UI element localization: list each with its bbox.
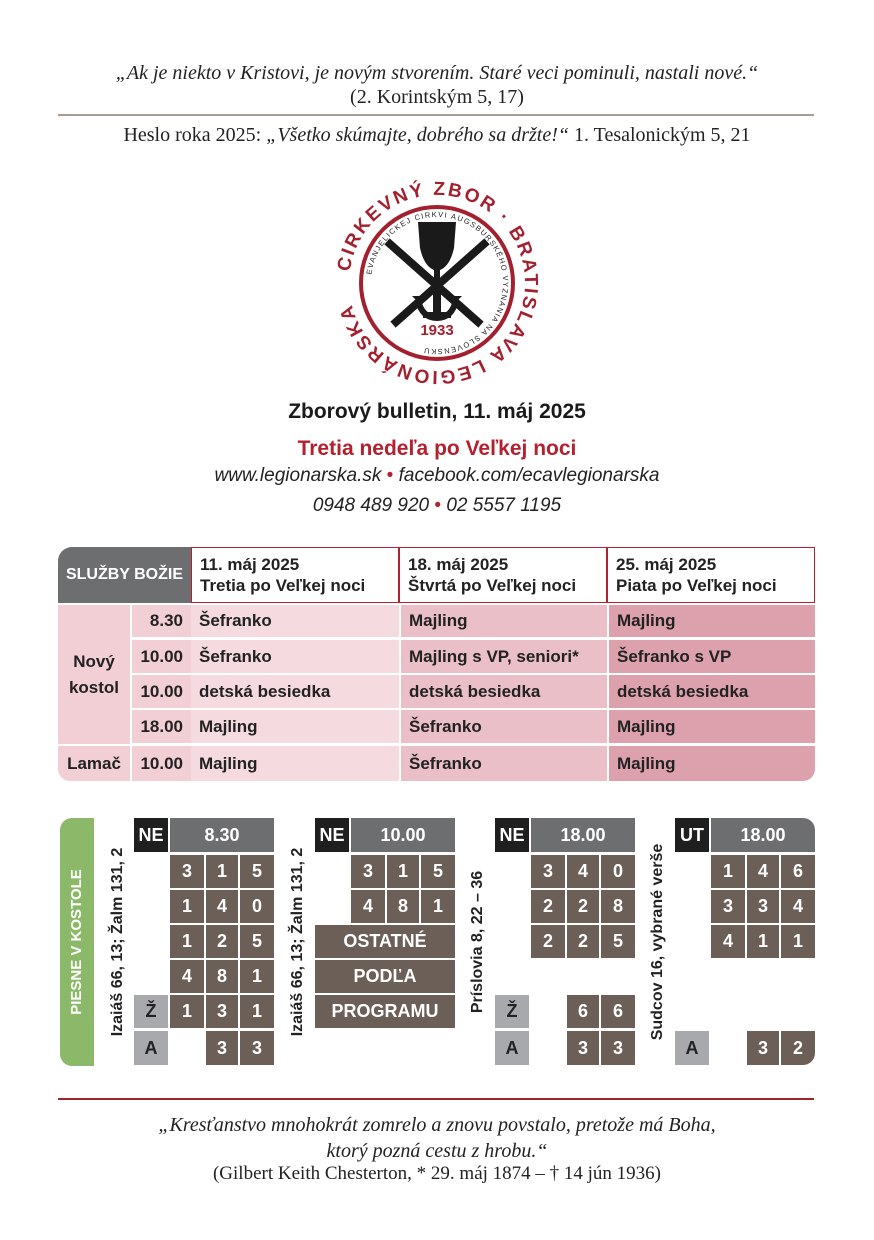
service-cell: Majling bbox=[191, 746, 399, 781]
footer-quote bbox=[40, 1112, 834, 1164]
hymn-digit: 1 bbox=[240, 960, 274, 993]
motto-ref: 1. Tesalonickým 5, 21 bbox=[568, 124, 751, 146]
service-cell: detská besiedka bbox=[607, 675, 815, 710]
service-cell: Majling bbox=[607, 710, 815, 745]
hymn-digit: 4 bbox=[170, 960, 204, 993]
hymn-digit: 4 bbox=[206, 890, 238, 923]
logo-outer-text: CIRKEVNÝ ZBOR · BRATISLAVA LEGIONÁRSKA bbox=[333, 178, 542, 388]
service-time: 18.00 bbox=[132, 710, 191, 745]
hymn-digit: 3 bbox=[240, 1031, 274, 1065]
header-quote-ref: (2. Korintským 5, 17) bbox=[350, 86, 524, 108]
hymn-digit: 4 bbox=[567, 855, 599, 888]
hymn-digit: 6 bbox=[567, 995, 599, 1028]
closing-label: A bbox=[495, 1031, 529, 1065]
footer-divider bbox=[58, 1098, 814, 1100]
other-program-line: PROGRAMU bbox=[315, 995, 455, 1028]
day-badge: NE bbox=[495, 818, 529, 852]
services-label: SLUŽBY BOŽIE bbox=[58, 547, 191, 603]
facebook-link[interactable]: facebook.com/ecavlegionarska bbox=[398, 465, 660, 486]
column-header bbox=[399, 547, 607, 603]
bulletin-title: Zborový bulletin, 11. máj 2025 bbox=[288, 400, 586, 423]
phone-2: 02 5557 1195 bbox=[446, 495, 562, 516]
hymn-digit: 5 bbox=[601, 925, 635, 958]
hymn-digit: 3 bbox=[601, 1031, 635, 1065]
service-cell: Šefranko bbox=[399, 746, 607, 781]
separator-dot: • bbox=[386, 465, 394, 486]
hymn-digit: 1 bbox=[747, 925, 779, 958]
hymn-digit: 2 bbox=[567, 925, 599, 958]
service-time: 10.00 bbox=[132, 746, 191, 781]
hymn-digit: 3 bbox=[747, 890, 779, 923]
chalice-anchor-cross-icon bbox=[390, 222, 484, 322]
footer-quote-ref: (Gilbert Keith Chesterton, * 29. máj 1874 – † 14 jún 1936) bbox=[212, 1163, 662, 1184]
separator-dot: • bbox=[434, 495, 442, 516]
hymn-digit: 1 bbox=[781, 925, 815, 958]
hymn-digit: 3 bbox=[206, 995, 238, 1028]
hymn-digit: 1 bbox=[170, 890, 204, 923]
day-badge: NE bbox=[315, 818, 349, 852]
hymn-digit: 5 bbox=[240, 925, 274, 958]
hymn-digit: 3 bbox=[206, 1031, 238, 1065]
year-motto bbox=[40, 124, 834, 147]
motto-text: „Všetko skúmajte, dobrého sa držte!“ bbox=[266, 124, 569, 146]
service-cell: Majling bbox=[607, 746, 815, 781]
hymn-digit: 5 bbox=[421, 855, 455, 888]
hymn-digit: 1 bbox=[206, 855, 238, 888]
hymn-digit: 2 bbox=[567, 890, 599, 923]
reading-text: Príslovia 8, 22 – 36 bbox=[469, 870, 486, 1014]
column-name: Tretia po Veľkej noci bbox=[200, 576, 366, 595]
hymn-digit: 1 bbox=[170, 925, 204, 958]
hymn-digit: 3 bbox=[567, 1031, 599, 1065]
reading-text: Sudcov 16, vybrané verše bbox=[649, 843, 666, 1041]
day-badge: NE bbox=[134, 818, 168, 852]
psalm-label: Ž bbox=[495, 995, 529, 1028]
service-cell: Šefranko bbox=[191, 605, 399, 639]
hymn-digit: 1 bbox=[421, 890, 455, 923]
time-badge: 18.00 bbox=[711, 818, 815, 852]
location-lamac: Lamač bbox=[58, 746, 132, 781]
closing-label: A bbox=[134, 1031, 168, 1065]
hymn-digit: 5 bbox=[240, 855, 274, 888]
time-badge: 18.00 bbox=[531, 818, 635, 852]
hymn-digit: 6 bbox=[601, 995, 635, 1028]
service-cell: Šefranko bbox=[191, 640, 399, 675]
hymn-digit: 4 bbox=[351, 890, 385, 923]
reading-text: Izaiáš 66, 13; Žalm 131, 2 bbox=[109, 847, 126, 1037]
hymn-digit: 0 bbox=[601, 855, 635, 888]
hymn-digit: 4 bbox=[711, 925, 745, 958]
service-time: 8.30 bbox=[132, 605, 191, 639]
footer-quote-line1: „Kresťanstvo mnohokrát zomrelo a znovu povstalo, pretože má Boha, bbox=[158, 1114, 716, 1136]
service-cell: Majling bbox=[399, 605, 607, 639]
column-date: 11. máj 2025 bbox=[200, 555, 300, 574]
contact-web bbox=[40, 465, 834, 487]
hymn-digit: 6 bbox=[781, 855, 815, 888]
hymn-digit: 2 bbox=[531, 890, 565, 923]
service-time: 10.00 bbox=[132, 640, 191, 675]
website-link[interactable]: www.legionarska.sk bbox=[214, 465, 382, 486]
hymn-digit: 3 bbox=[351, 855, 385, 888]
column-header bbox=[191, 547, 399, 603]
reading-text: Izaiáš 66, 13; Žalm 131, 2 bbox=[289, 847, 306, 1037]
hymn-digit: 2 bbox=[206, 925, 238, 958]
day-badge: UT bbox=[675, 818, 709, 852]
column-header bbox=[607, 547, 815, 603]
time-badge: 10.00 bbox=[351, 818, 455, 852]
contact-phone bbox=[40, 495, 834, 517]
service-cell: Majling s VP, seniori* bbox=[399, 640, 607, 675]
header-divider bbox=[58, 114, 814, 116]
hymn-digit: 2 bbox=[531, 925, 565, 958]
hymn-digit: 3 bbox=[531, 855, 565, 888]
hymn-digit: 2 bbox=[781, 1031, 815, 1065]
other-program-line: OSTATNÉ bbox=[315, 925, 455, 958]
logo-year: 1933 bbox=[420, 322, 454, 339]
hymns-label: PIESNE V KOSTOLE bbox=[68, 869, 85, 1015]
hymn-digit: 4 bbox=[781, 890, 815, 923]
service-cell: Majling bbox=[607, 605, 815, 639]
logo-inner-text: EVANJELICKEJ CIRKVI AUGSBURSKÉHO VYZNANIA NA SLOVENSKU bbox=[364, 209, 511, 357]
hymn-digit: 1 bbox=[711, 855, 745, 888]
other-program-line: PODĽA bbox=[315, 960, 455, 993]
header-quote: „Ak je niekto v Kristovi, je novým stvorením. Staré veci pominuli, nastali nové.“ bbox=[115, 62, 759, 84]
church-logo bbox=[326, 172, 548, 394]
column-date: 18. máj 2025 bbox=[408, 555, 509, 574]
hymn-digit: 3 bbox=[711, 890, 745, 923]
hymn-digit: 1 bbox=[240, 995, 274, 1028]
hymn-digit: 8 bbox=[601, 890, 635, 923]
hymn-digit: 8 bbox=[206, 960, 238, 993]
bulletin-subtitle: Tretia nedeľa po Veľkej noci bbox=[297, 437, 577, 460]
service-cell: Šefranko bbox=[399, 710, 607, 745]
location-novy-kostol: Nový kostol bbox=[58, 605, 132, 744]
motto-prefix: Heslo roka 2025: bbox=[123, 124, 267, 146]
closing-label: A bbox=[675, 1031, 709, 1065]
phone-1: 0948 489 920 bbox=[312, 495, 430, 516]
hymn-digit: 8 bbox=[387, 890, 419, 923]
footer-quote-line2: ktorý pozná cestu z hrobu.“ bbox=[326, 1140, 548, 1162]
hymn-digit: 3 bbox=[747, 1031, 779, 1065]
service-cell: detská besiedka bbox=[191, 675, 399, 710]
time-badge: 8.30 bbox=[170, 818, 274, 852]
service-cell: Šefranko s VP bbox=[607, 640, 815, 675]
service-cell: Majling bbox=[191, 710, 399, 745]
column-name: Piata po Veľkej noci bbox=[616, 576, 777, 595]
service-time: 10.00 bbox=[132, 675, 191, 710]
hymn-digit: 4 bbox=[747, 855, 779, 888]
psalm-label: Ž bbox=[134, 995, 168, 1028]
hymn-digit: 1 bbox=[387, 855, 419, 888]
column-date: 25. máj 2025 bbox=[616, 555, 717, 574]
hymn-digit: 0 bbox=[240, 890, 274, 923]
hymn-digit: 3 bbox=[170, 855, 204, 888]
service-cell: detská besiedka bbox=[399, 675, 607, 710]
column-name: Štvrtá po Veľkej noci bbox=[408, 576, 577, 595]
hymn-digit: 1 bbox=[170, 995, 204, 1028]
